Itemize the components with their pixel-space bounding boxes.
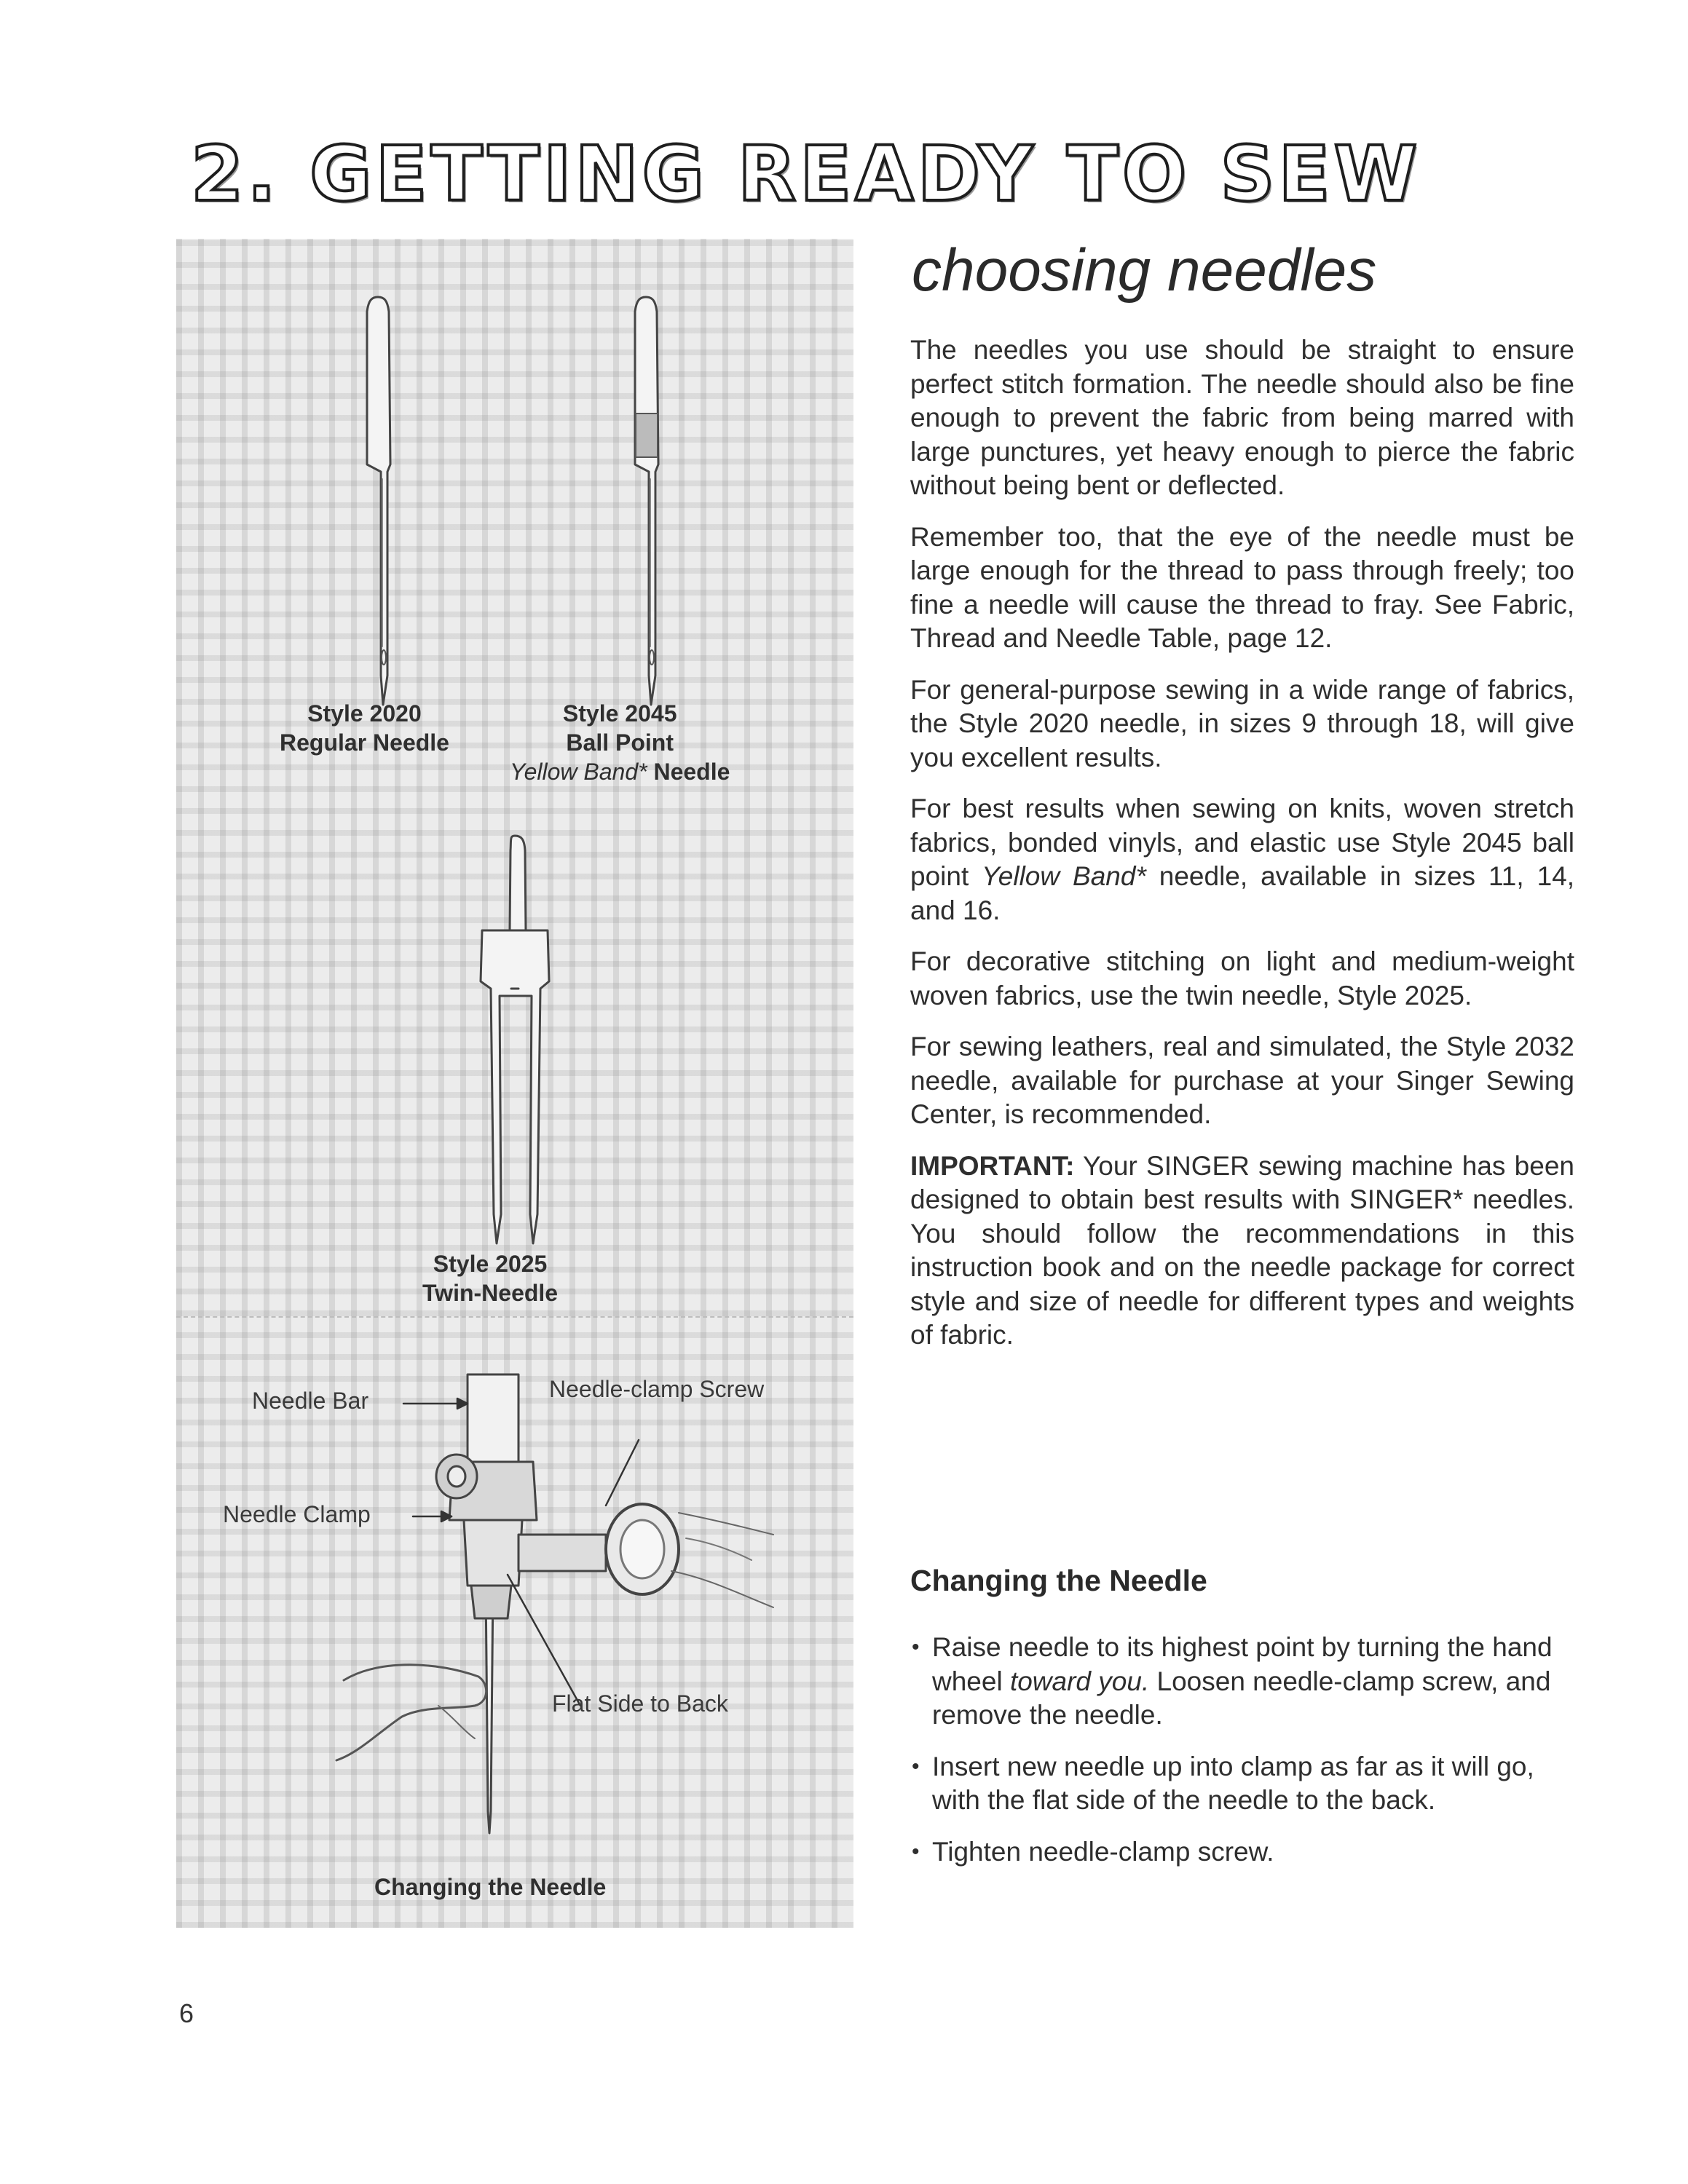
paragraph-knits [910, 792, 1574, 927]
paragraph-general-purpose: For general-purpose sewing in a wide range of fabrics, the Style 2020 needle, in sizes 9 through 18, will give you excellent results. [910, 674, 1574, 772]
step2-text: Insert new needle up into clamp as far as it will go, with the flat side of the needle to the back. [932, 1751, 1534, 1815]
needle-illustrations [176, 239, 853, 1928]
ball-point-needle-drawing [635, 297, 658, 705]
important-text: Your SINGER sewing machine has been designed to obtain best results with SINGER* needles. You should follow the recommendations in this instruction book and on the needle package for correct style and size of needle for different types and weights of fabric. [910, 1150, 1574, 1350]
twin-needle-drawing [481, 836, 549, 1243]
style-2025-caption [422, 1249, 558, 1307]
needle-clamp-drawing [336, 1374, 773, 1833]
style-2045-caption [510, 699, 730, 786]
step3-text: Tighten needle-clamp screw. [932, 1836, 1274, 1867]
bullet-icon: • [912, 1839, 920, 1864]
style-2020-caption [280, 699, 449, 757]
needle-bar-label: Needle Bar [252, 1388, 369, 1414]
twin-needle-label: Twin-Needle [422, 1280, 559, 1306]
changing-needle-steps [910, 1631, 1574, 1886]
knits-text-before: For best results when sewing on knits, woven stretch fabrics, bonded vinyls, and elastic use Style 2045 ball point [910, 794, 1574, 891]
style-2025-label: Style 2025 [433, 1251, 548, 1277]
yellow-band-line [510, 757, 730, 786]
step-raise-needle [910, 1631, 1574, 1733]
body-text [910, 333, 1574, 1370]
bullet-icon: • [912, 1754, 920, 1779]
important-label: IMPORTANT: [910, 1150, 1075, 1181]
regular-needle-label: Regular Needle [280, 729, 449, 756]
regular-needle-drawing [367, 297, 390, 705]
step-tighten-screw [910, 1835, 1574, 1870]
changing-needle-caption: Changing the Needle [374, 1874, 607, 1900]
style-2045-label: Style 2045 [562, 700, 677, 727]
bullet-icon: • [912, 1635, 920, 1659]
paragraph-important [910, 1150, 1574, 1353]
flat-side-label: Flat Side to Back [552, 1690, 728, 1717]
ball-point-label: Ball Point [566, 729, 674, 756]
needle-clamp-screw-label: Needle-clamp Screw [549, 1376, 765, 1402]
paragraph-leathers: For sewing leathers, real and simulated, the Style 2032 needle, available for purchase at your Singer Sewing Center, is recommended. [910, 1032, 1574, 1129]
paragraph-decorative: For decorative stitching on light and medium-weight woven fabrics, use the twin needle, Style 2025. [910, 946, 1574, 1010]
section-heading: choosing needles [912, 237, 1377, 304]
step1-text-after: Loosen needle-clamp screw, and remove the needle. [932, 1666, 1551, 1730]
paragraph-needle-eye: Remember too, that the eye of the needle must be large enough for the thread to pass through freely; too fine a needle will cause the thread to fray. See Fabric, Thread and Needle Table, page 12. [910, 521, 1574, 653]
panel-divider [176, 1316, 853, 1318]
changing-needle-heading: Changing the Needle [910, 1564, 1207, 1597]
page-number: 6 [179, 1998, 194, 2028]
knits-yellow-band: Yellow Band* [982, 861, 1146, 891]
yellow-band-label: Yellow Band* [510, 759, 647, 785]
style-2020-label: Style 2020 [307, 700, 422, 727]
knits-text-after: needle, available in sizes 11, 14, and 16. [910, 861, 1574, 925]
step1-italic: toward you. [1009, 1666, 1150, 1696]
step1-text-before: Raise needle to its highest point by turning the hand wheel [932, 1632, 1553, 1696]
needle-clamp-label: Needle Clamp [223, 1501, 371, 1527]
paragraph-straight-needles: The needles you use should be straight to ensure perfect stitch formation. The needle should also be fine enough to prevent the fabric from being marred with large punctures, yet heavy enough to pierce the fabric without being bent or deflected. [910, 335, 1574, 500]
needle-suffix-label: Needle [647, 759, 730, 785]
step-insert-needle [910, 1750, 1574, 1818]
illustration-panel [176, 239, 853, 1928]
chapter-title: 2. GETTING READY TO SEW [191, 130, 1421, 218]
